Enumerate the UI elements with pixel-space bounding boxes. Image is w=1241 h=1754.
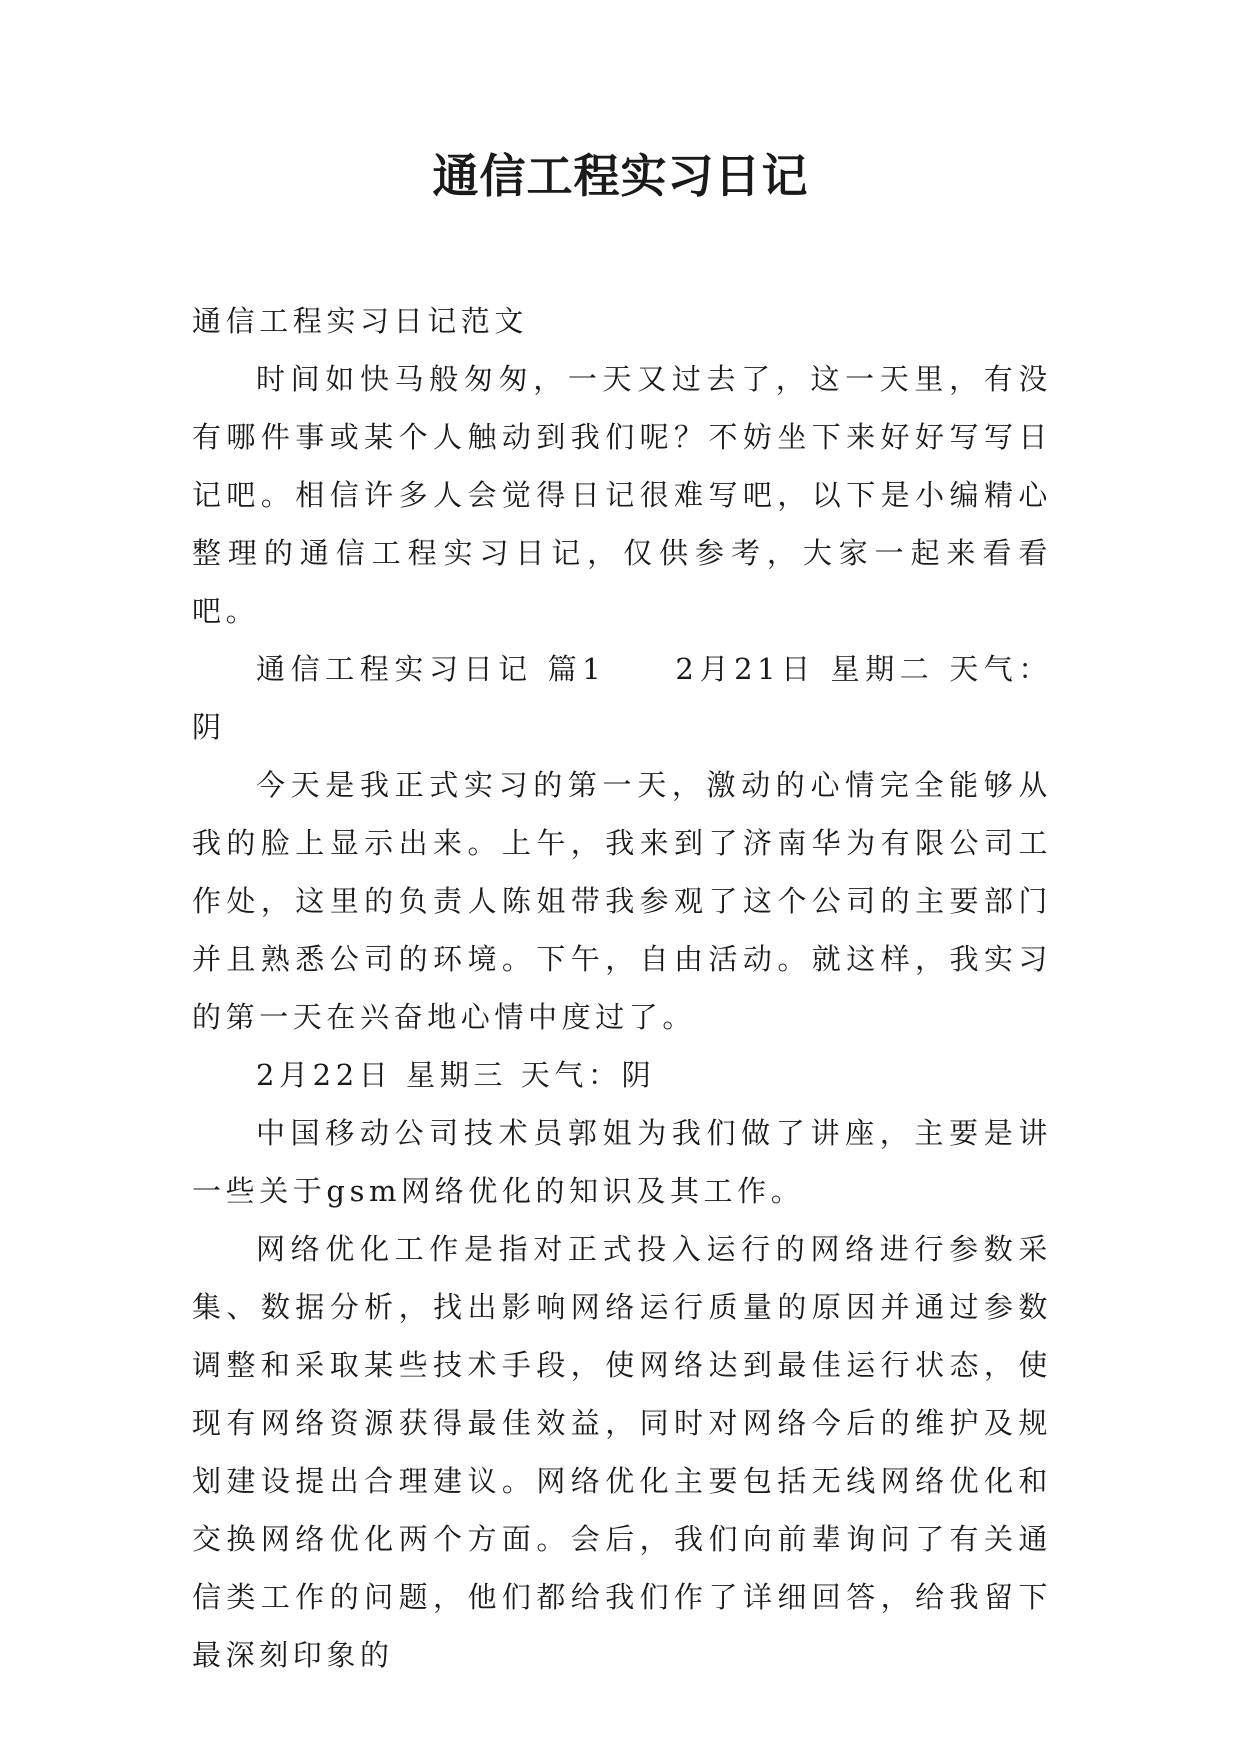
entry-2-heading: 2月22日 星期三 天气：阴 (256, 1058, 656, 1092)
document-body (192, 292, 1052, 1684)
entry-1-heading: 通信工程实习日记 篇1 2月21日 星期二 天气：阴 (192, 652, 1052, 744)
document-title: 通信工程实习日记 (432, 149, 809, 203)
network-optimization-paragraph: 网络优化工作是指对正式投入运行的网络进行参数采集、数据分析，找出影响网络运行质量的原因并通过参数调整和采取某些技术手段，使网络达到最佳运行状态，使现有网络资源获得最佳效益，同时对网络今后的维护及规划建设提出合理建议。网络优化主要包括无线网络优化和交换网络优化两个方面。会后，我们向前辈询问了有关通信类工作的问题，他们都给我们作了详细回答，给我留下最深刻印象的 (192, 1232, 1052, 1672)
document-subtitle: 通信工程实习日记范文 (192, 304, 529, 338)
entry-2-paragraph: 中国移动公司技术员郭姐为我们做了讲座，主要是讲一些关于gsm网络优化的知识及其工作。 (192, 1116, 1052, 1208)
intro-paragraph: 时间如快马般匆匆，一天又过去了，这一天里，有没有哪件事或某个人触动到我们呢？不妨坐下来好好写写日记吧。相信许多人会觉得日记很难写吧，以下是小编精心整理的通信工程实习日记，仅供参考，大家一起来看看吧。 (192, 362, 1052, 628)
entry-1-paragraph: 今天是我正式实习的第一天，激动的心情完全能够从我的脸上显示出来。上午，我来到了济南华为有限公司工作处，这里的负责人陈姐带我参观了这个公司的主要部门并且熟悉公司的环境。下午，自由活动。就这样，我实习的第一天在兴奋地心情中度过了。 (192, 768, 1052, 1034)
